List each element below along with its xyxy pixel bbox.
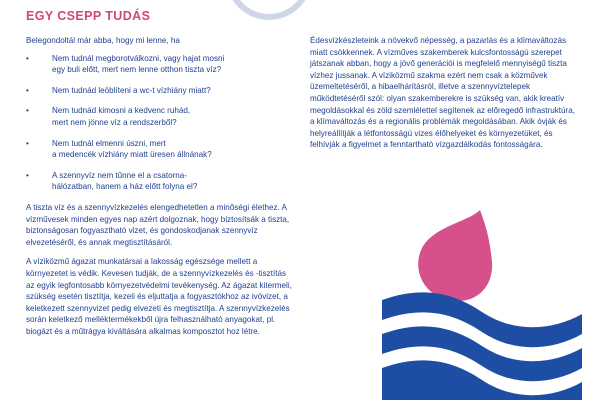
top-arc-decoration [226, 0, 312, 20]
bullet: • [26, 85, 29, 95]
page-title: EGY CSEPP TUDÁS [26, 9, 151, 23]
water-drop-waves-icon [382, 196, 582, 400]
question-list [26, 53, 292, 193]
bullet: • [26, 170, 29, 180]
list-item [26, 138, 292, 161]
body-paragraph: A víziközmű ágazat munkatársai a lakosság egészsége mellett a környezetet is védik. Kevesen tudják, de a szennyvízkezelés és -tisztítás az egyik legfontosabb környezetvédelmi tevékenység. Az ágazat kitermeli, szükség esetén tisztítja, kezeli és eljuttatja a fogyasztókhoz az ivóvizet, a keletkezett szennyvizet pedig elvezeti és megtisztítja. A szennyvízkezelés során keletkező melléktermékekből újra felhasználható anyagokat, pl. biogázt és a műtrágya kiváltására alkalmas komposztot hoz létre. [26, 257, 292, 336]
question-text: Nem tudnád leöblíteni a wc-t vízhiány miatt? [52, 85, 211, 95]
bullet: • [26, 53, 29, 63]
intro-text: Belegondoltál már abba, hogy mi lenne, ha [26, 36, 180, 45]
list-item [26, 85, 292, 97]
list-item [26, 170, 292, 193]
question-text: Nem tudnál elmenni úszni, mert a medencék vízhiány miatt üresen állnának? [52, 138, 212, 160]
body-paragraph: Édesvízkészleteink a növekvő népesség, a pazarlás és a klímaváltozás miatt csökkennek. A vízműves szakemberek kulcsfontosságú szerepet játszanak abban, hogy a jövő generációi is megfelelő mennyiségű tiszta vízhez jussanak. A víziközmű szakma ezért nem csak a közművek üzemeltetéséről, a hibaelhárításról, illetve a szennyvíztelepek működtetéséről szól: olyan szakemberekre is szükség van, akik kreatív megoldásokkal és zöld szemlélettel segítenek az előregedő infrastruktúra, a klímaváltozás és a regionális problémák megoldásában. Akik óvják és helyreállítják a létfontosságú vizes élőhelyeket és környezetüket, és felhívják a figyelmet a fenntartható vízgazdálkodás fontosságára. [310, 36, 575, 150]
question-text: Nem tudnál megborotválkozni, vagy hajat mosni egy buli előtt, mert nem lenne otthon tiszta víz? [52, 53, 225, 75]
list-item [26, 105, 292, 128]
list-item [26, 53, 292, 76]
bullet: • [26, 106, 29, 116]
body-paragraph: A tiszta víz és a szennyvízkezelés elengedhetetlen a minőségi élethez. A vízművesek minden egyes nap azért dolgoznak, hogy biztosítsák a tiszta, biztonságosan fogyasztható vizet, és gondoskodjanak szennyvíz elvezetéséről, és annak megtisztításáról. [26, 202, 290, 247]
left-column [26, 35, 292, 345]
question-text: Nem tudnád kimosni a kedvenc ruhád, mert nem jönne víz a rendszerből? [52, 106, 191, 127]
bullet: • [26, 138, 29, 148]
drop-shape [418, 210, 492, 301]
question-text: A szennyvíz nem tűnne el a csatorna- hálózatban, hanem a ház előtt folyna el? [52, 170, 198, 192]
right-column [310, 35, 580, 159]
